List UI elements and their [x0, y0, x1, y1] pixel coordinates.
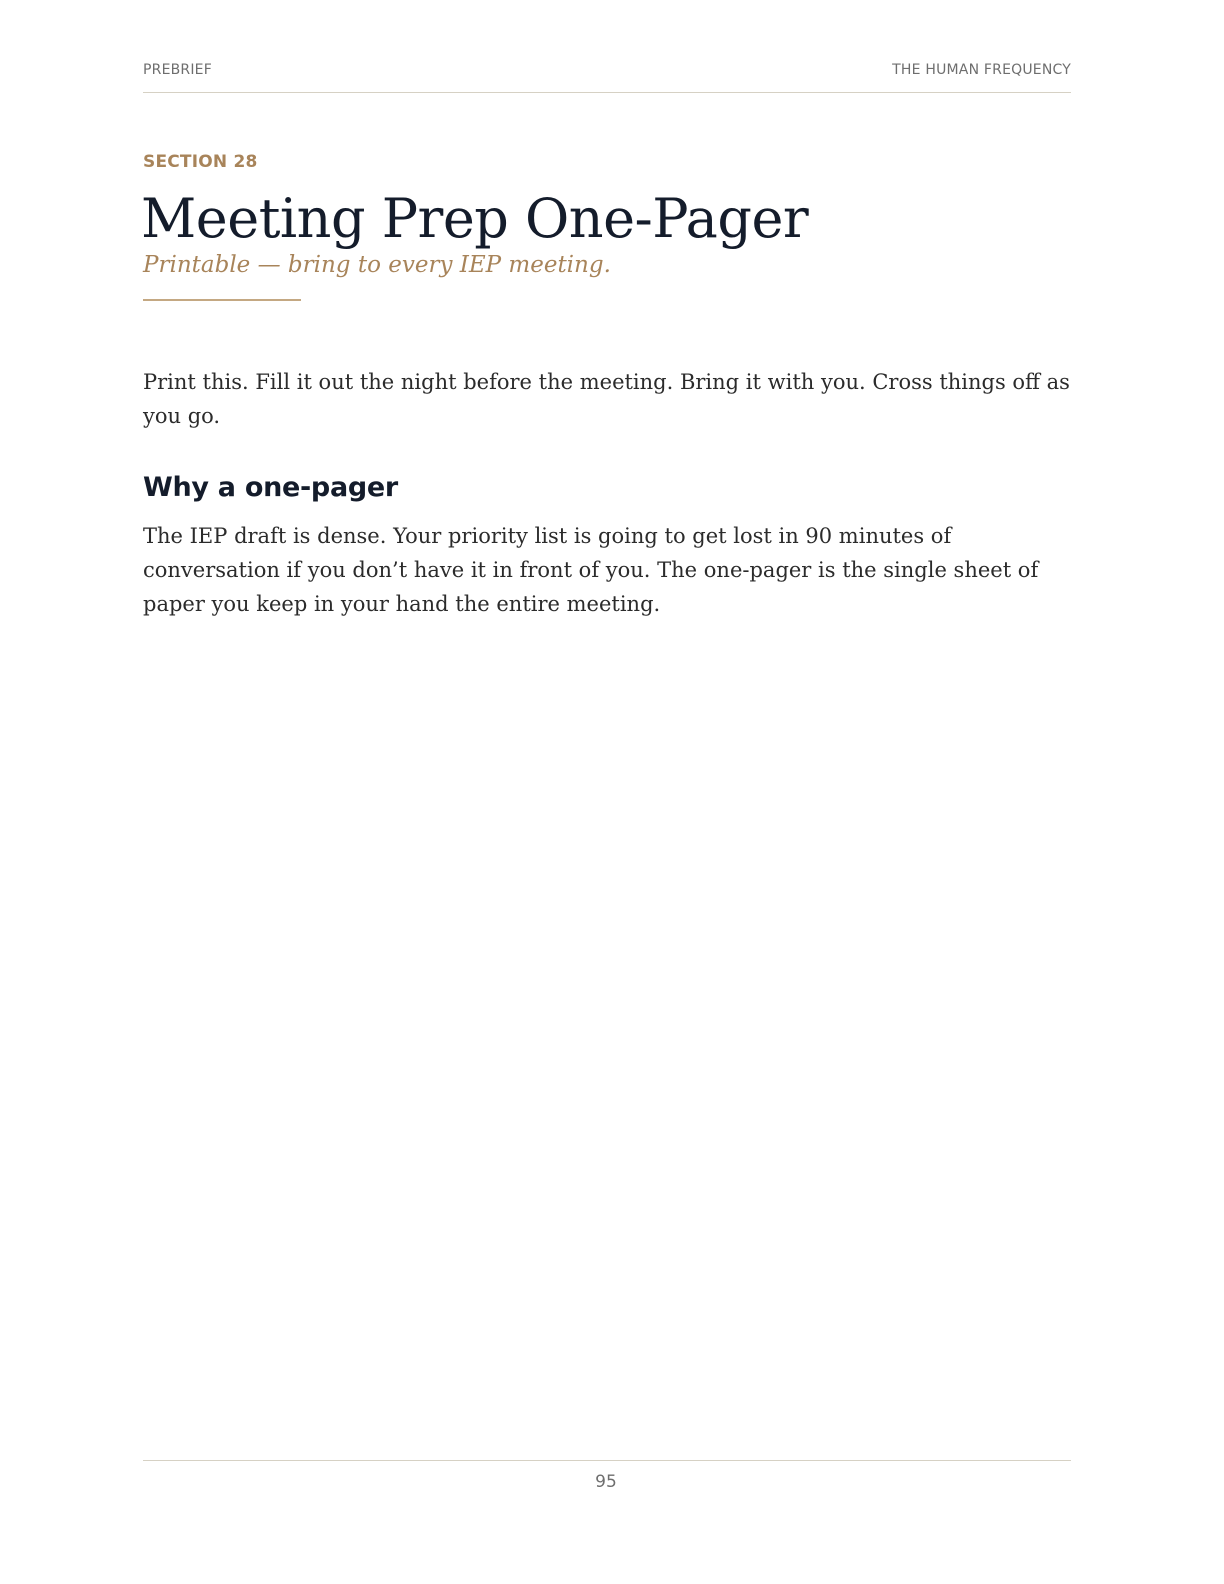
- title-divider: [143, 299, 301, 301]
- page-title: Meeting Prep One-Pager: [141, 187, 809, 250]
- header-book-title: THE HUMAN FREQUENCY: [892, 62, 1071, 78]
- footer-divider: [143, 1460, 1071, 1461]
- section-label: SECTION 28: [143, 152, 258, 172]
- header-book-section: PREBRIEF: [143, 62, 212, 78]
- intro-paragraph: Print this. Fill it out the night before the meeting. Bring it with you. Cross things off as you go.: [143, 370, 1070, 428]
- section-heading: Why a one-pager: [143, 472, 398, 503]
- page-number: 95: [595, 1472, 617, 1492]
- body-paragraph: The IEP draft is dense. Your priority list is going to get lost in 90 minutes of conversation if you don’t have it in front of you. The one-pager is the single sheet of paper you keep in your hand the entire meeting.: [143, 524, 1039, 616]
- running-header: [143, 62, 1071, 93]
- page-subtitle: Printable — bring to every IEP meeting.: [143, 252, 611, 278]
